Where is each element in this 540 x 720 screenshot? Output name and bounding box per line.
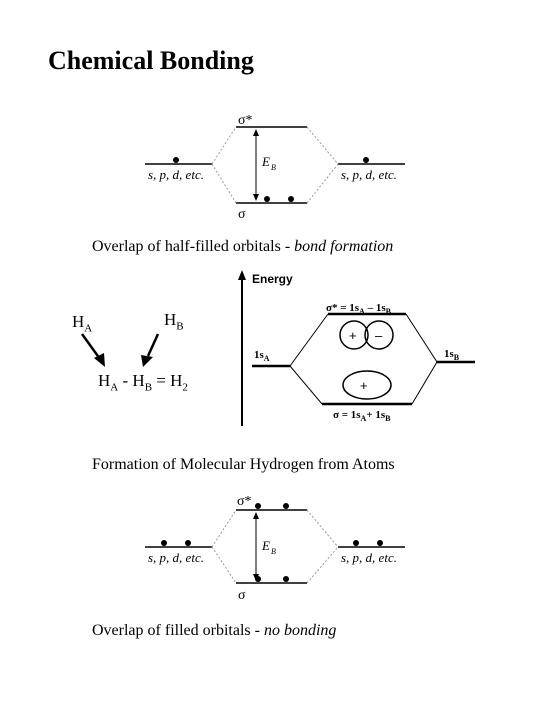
energy-gap-subscript: B	[271, 163, 276, 172]
left-orbital-label: $1s_A$	[254, 349, 270, 363]
bonding-label: σ	[238, 207, 246, 222]
bonding-label: σ	[238, 588, 246, 603]
caption-filled	[92, 622, 336, 640]
arrow-from-ha	[82, 334, 100, 359]
right-orbital-label: s, p, d, etc.	[341, 550, 397, 565]
right-orbital-label: $1s_B$	[444, 348, 460, 362]
caption-hydrogen: Formation of Molecular Hydrogen from Atoms	[92, 456, 395, 473]
right-electron	[363, 157, 369, 163]
antibonding-label: σ*	[238, 113, 253, 128]
right-electron	[377, 540, 383, 546]
left-electron	[185, 540, 191, 546]
caption-emphasis: no bonding	[263, 622, 337, 639]
energy-axis-label: Energy	[252, 272, 293, 286]
atom-hb: $H_B$	[164, 310, 184, 333]
bonding-electron	[255, 576, 261, 582]
hydrogen-equation: $H_A - H_B = H_2$	[98, 371, 188, 394]
combination-arrows	[70, 325, 180, 375]
antibonding-electron	[283, 503, 289, 509]
left-electron	[161, 540, 167, 546]
filled-orbital-diagram	[0, 490, 540, 605]
caption-half-filled	[92, 238, 393, 256]
bonding-equation: $\sigma = 1s_A+ 1s_B$	[333, 409, 391, 423]
antibonding-label: σ*	[237, 494, 252, 509]
bonding-electron	[288, 196, 294, 202]
arrow-from-hb	[148, 334, 158, 356]
right-orbital-label: s, p, d, etc.	[341, 167, 397, 182]
left-electron	[173, 157, 179, 163]
right-electron	[353, 540, 359, 546]
atom-ha: $H_A$	[72, 312, 93, 335]
energy-gap-subscript: B	[271, 547, 276, 556]
energy-gap-label: E	[262, 154, 270, 169]
caption-text: Overlap of half-filled orbitals -	[92, 238, 295, 255]
left-orbital-label: s, p, d, etc.	[148, 550, 204, 565]
antibonding-equation: $\sigma* = 1s_A - 1s_B$	[326, 302, 391, 316]
bonding-plus-sign: +	[360, 378, 368, 393]
antibonding-electron	[255, 503, 261, 509]
page-title: Chemical Bonding	[48, 46, 254, 75]
bonding-electron	[264, 196, 270, 202]
energy-gap-label: E	[262, 538, 270, 553]
left-orbital-label: s, p, d, etc.	[148, 167, 204, 182]
half-filled-orbital-diagram	[0, 100, 540, 225]
antibonding-minus-sign: –	[375, 328, 383, 343]
antibonding-plus-sign: +	[349, 328, 357, 343]
hydrogen-mo-diagram	[230, 268, 480, 428]
caption-emphasis: bond formation	[294, 238, 394, 255]
caption-text: Overlap of filled orbitals -	[92, 622, 264, 639]
bonding-electron	[283, 576, 289, 582]
